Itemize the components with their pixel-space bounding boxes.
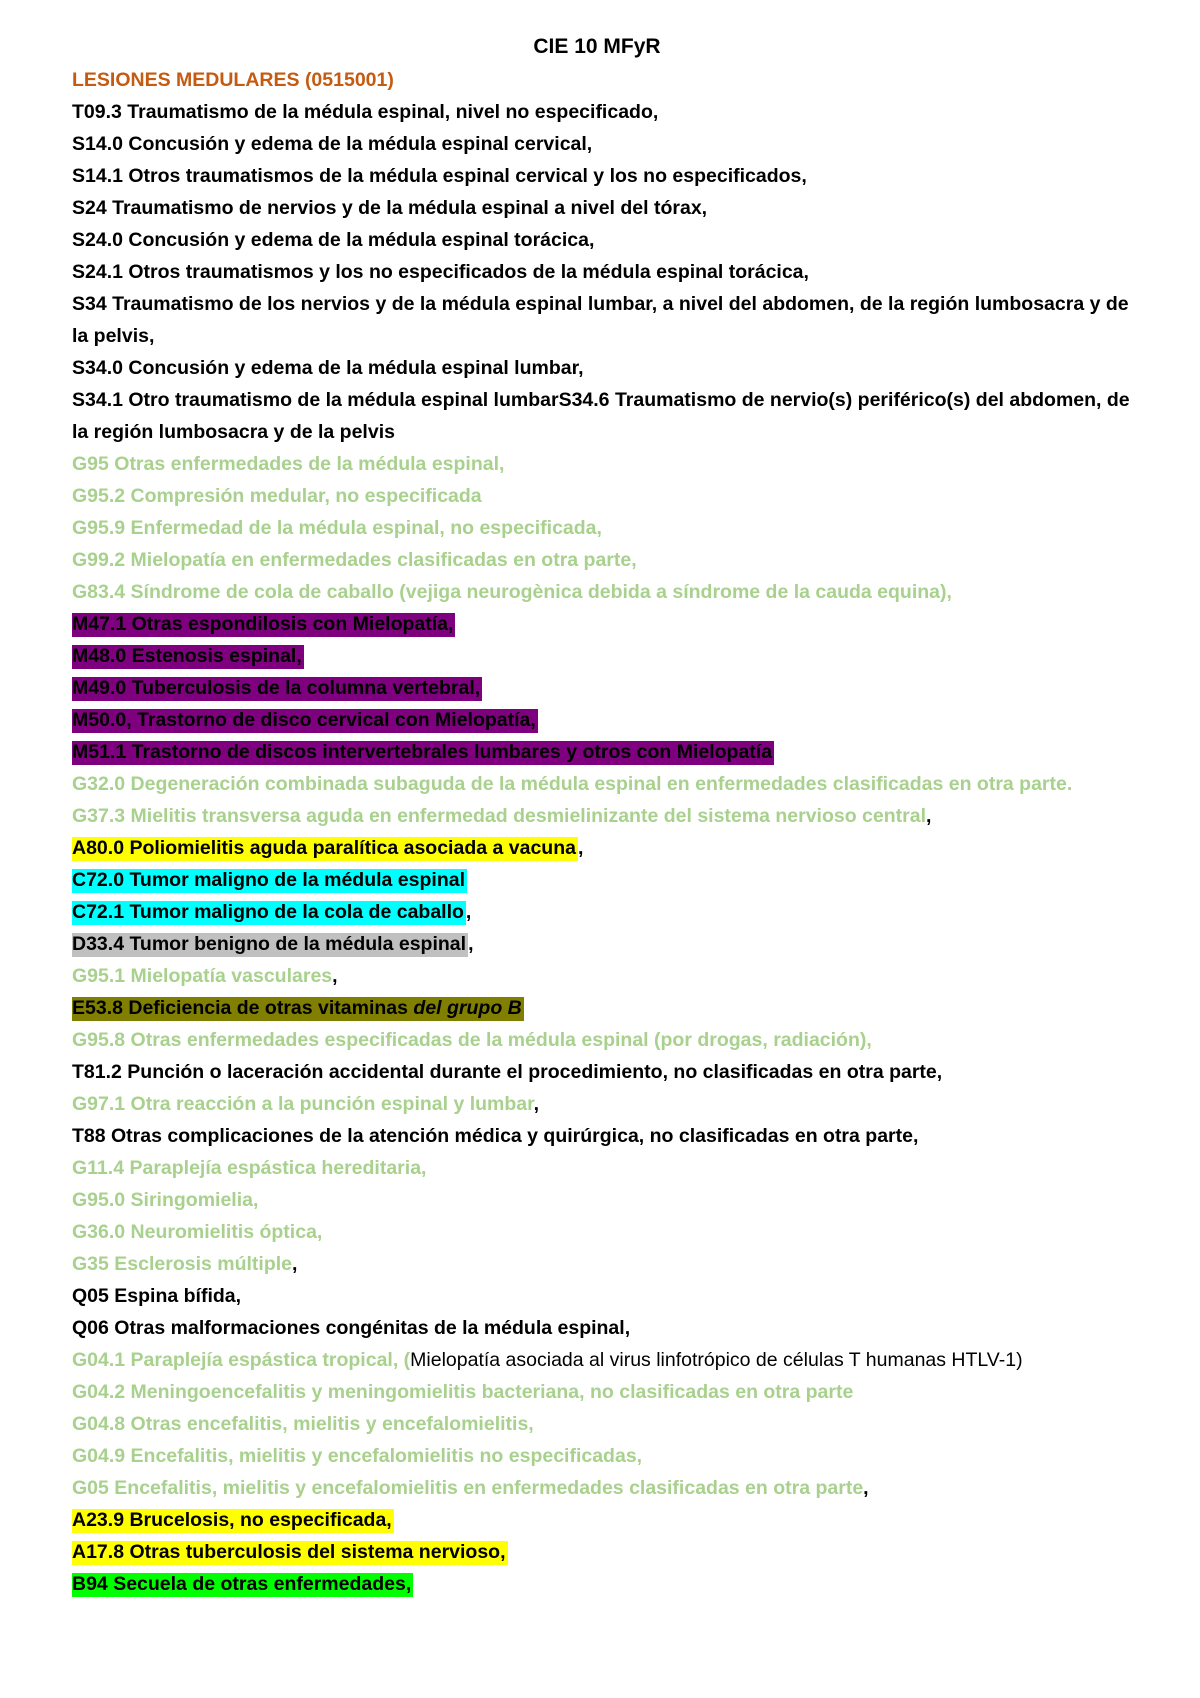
comma: , [533, 1093, 540, 1115]
highlighted-code: C72.0 Tumor maligno de la médula espinal [72, 869, 465, 891]
highlighted-code: B94 Secuela de otras enfermedades, [72, 1573, 412, 1595]
code-line: G83.4 Síndrome de cola de caballo (vejiga neurogènica debida a síndrome de la cauda equina), [72, 581, 952, 603]
code-line: S34 Traumatismo de los nervios y de la médula espinal lumbar, a nivel del abdomen, de la región lumbosacra y de la pelvis, [72, 293, 1129, 347]
black-code-list [72, 96, 1142, 448]
highlighted-code: A80.0 Poliomielitis aguda paralítica asociada a vacuna [72, 837, 576, 859]
code-note: Mielopatía asociada al virus linfotrópico de células T humanas HTLV-1) [410, 1349, 1023, 1371]
code-line: S34.1 Otro traumatismo de la médula espinal lumbarS34.6 Traumatismo de nervio(s) periférico(s) del abdomen, de la región lumbosacra y de la pelvis [72, 389, 1130, 443]
code-line: S24.1 Otros traumatismos y los no especificados de la médula espinal torácica, [72, 261, 809, 283]
code-text: G05 Encefalitis, mielitis y encefalomielitis en enfermedades clasificadas en otra parte [72, 1477, 864, 1499]
highlighted-code: M47.1 Otras espondilosis con Mielopatía, [72, 613, 454, 635]
green-code-list [72, 448, 1142, 608]
highlighted-code: C72.1 Tumor maligno de la cola de caballo [72, 901, 464, 923]
highlighted-code: A23.9 Brucelosis, no especificada, [72, 1509, 392, 1531]
code-line: Q05 Espina bífida, [72, 1285, 242, 1307]
code-line: G95 Otras enfermedades de la médula espinal, [72, 453, 505, 475]
highlighted-code: M49.0 Tuberculosis de la columna vertebral, [72, 677, 481, 699]
comma: , [292, 1253, 298, 1275]
code-line: S14.0 Concusión y edema de la médula espinal cervical, [72, 133, 593, 155]
document-page [72, 30, 1142, 1600]
section-heading: LESIONES MEDULARES (0515001) [72, 69, 394, 91]
code-text: G95.1 Mielopatía vasculares [72, 965, 333, 987]
code-line: G95.0 Siringomielia, [72, 1189, 259, 1211]
highlighted-code: M50.0, Trastorno de disco cervical con Mielopatía, [72, 709, 536, 731]
code-line: G32.0 Degeneración combinada subaguda de la médula espinal en enfermedades clasificadas en otra parte. [72, 773, 1073, 795]
code-line: G11.4 Paraplejía espástica hereditaria, [72, 1157, 427, 1179]
code-line: S24.0 Concusión y edema de la médula espinal torácica, [72, 229, 595, 251]
code-line: G04.2 Meningoencefalitis y meningomielitis bacteriana, no clasificadas en otra parte [72, 1381, 854, 1403]
code-line: S24 Traumatismo de nervios y de la médula espinal a nivel del tórax, [72, 197, 708, 219]
code-line: S34.0 Concusión y edema de la médula espinal lumbar, [72, 357, 584, 379]
code-line: T09.3 Traumatismo de la médula espinal, nivel no especificado, [72, 101, 659, 123]
comma: , [926, 805, 932, 827]
highlighted-code: D33.4 Tumor benigno de la médula espinal [72, 933, 467, 955]
purple-code-list [72, 608, 1142, 768]
code-line: G95.2 Compresión medular, no especificada [72, 485, 482, 507]
code-line: T88 Otras complicaciones de la atención médica y quirúrgica, no clasificadas en otra parte, [72, 1125, 919, 1147]
code-line: G04.8 Otras encefalitis, mielitis y encefalomielitis, [72, 1413, 534, 1435]
code-line: T81.2 Punción o laceración accidental durante el procedimiento, no clasificadas en otra parte, [72, 1061, 943, 1083]
code-line: G95.8 Otras enfermedades especificadas de la médula espinal (por drogas, radiación), [72, 1029, 872, 1051]
code-line: Q06 Otras malformaciones congénitas de la médula espinal, [72, 1317, 631, 1339]
highlighted-code: M51.1 Trastorno de discos intervertebrales lumbares y otros con Mielopatía [72, 741, 773, 763]
code-text: G04.1 Paraplejía espástica tropical, ( [72, 1349, 411, 1371]
comma: , [577, 837, 584, 859]
code-line: G04.9 Encefalitis, mielitis y encefalomielitis no especificadas, [72, 1445, 643, 1467]
code-text: G37.3 Mielitis transversa aguda en enfermedad desmielinizante del sistema nervioso central [72, 805, 927, 827]
highlighted-code: E53.8 Deficiencia de otras vitaminas del grupo B [72, 997, 522, 1019]
code-text: G35 Esclerosis múltiple [72, 1253, 293, 1275]
code-line: G36.0 Neuromielitis óptica, [72, 1221, 323, 1243]
highlighted-code: A17.8 Otras tuberculosis del sistema nervioso, [72, 1541, 506, 1563]
document-title: CIE 10 MFyR [533, 35, 661, 58]
comma: , [863, 1477, 869, 1499]
code-line: G99.2 Mielopatía en enfermedades clasificadas en otra parte, [72, 549, 637, 571]
code-line: S14.1 Otros traumatismos de la médula espinal cervical y los no especificados, [72, 165, 807, 187]
code-line: G95.9 Enfermedad de la médula espinal, no especificada, [72, 517, 602, 539]
comma: , [468, 933, 474, 955]
comma: , [465, 901, 472, 923]
highlighted-code: M48.0 Estenosis espinal, [72, 645, 302, 667]
code-text: G97.1 Otra reacción a la punción espinal y lumbar [72, 1093, 534, 1115]
comma: , [332, 965, 338, 987]
